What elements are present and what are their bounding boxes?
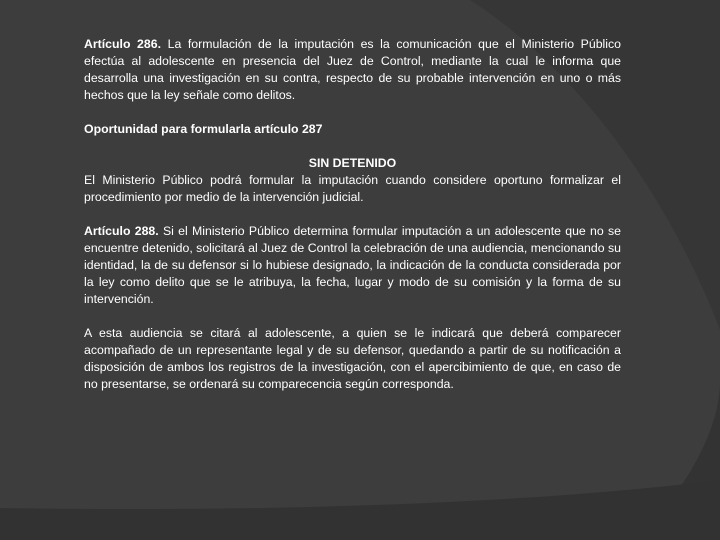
audiencia-paragraph: A esta audiencia se citará al adolescente, a quien se le indicará que deberá comparecer acompañado de un representante legal y de su defensor, quedando a partir de su notificación a disposición de ambos los registros de la investigación, con el apercibimiento de que, en caso de no presentarse, se ordenará su comparecencia según corresponda.	[84, 326, 621, 391]
article-286-text: La formulación de la imputación es la comunicación que el Ministerio Público efectúa al adolescente en presencia del Juez de Control, mediante la cual le informa que desarrolla una investigación en su contra, respecto de su probable intervención en uno o más hechos que la ley señale como delitos.	[84, 37, 621, 102]
section-heading-text: Oportunidad para formularla artículo 287	[84, 122, 323, 136]
article-288-label: Artículo 288.	[84, 224, 159, 238]
article-286-label: Artículo 286.	[84, 37, 161, 51]
article-286-paragraph	[84, 36, 621, 104]
slide-body	[84, 36, 621, 393]
sin-detenido-heading-text: SIN DETENIDO	[308, 156, 397, 170]
sin-detenido-heading	[84, 155, 621, 172]
section-heading	[84, 121, 621, 138]
article-288-paragraph	[84, 223, 621, 308]
article-288-text: Si el Ministerio Público determina formular imputación a un adolescente que no se encuentre detenido, solicitará al Juez de Control la celebración de una audiencia, mencionando su identidad, la de su defensor si lo hubiese designado, la indicación de la conducta considerada por la ley como delito que se le atribuya, la fecha, lugar y modo de su comisión y la forma de su intervención.	[84, 224, 621, 306]
sin-detenido-paragraph: El Ministerio Público podrá formular la imputación cuando considere oportuno formalizar el procedimiento por medio de la intervención judicial.	[84, 173, 621, 204]
swoosh-shape-bottom	[0, 480, 720, 540]
